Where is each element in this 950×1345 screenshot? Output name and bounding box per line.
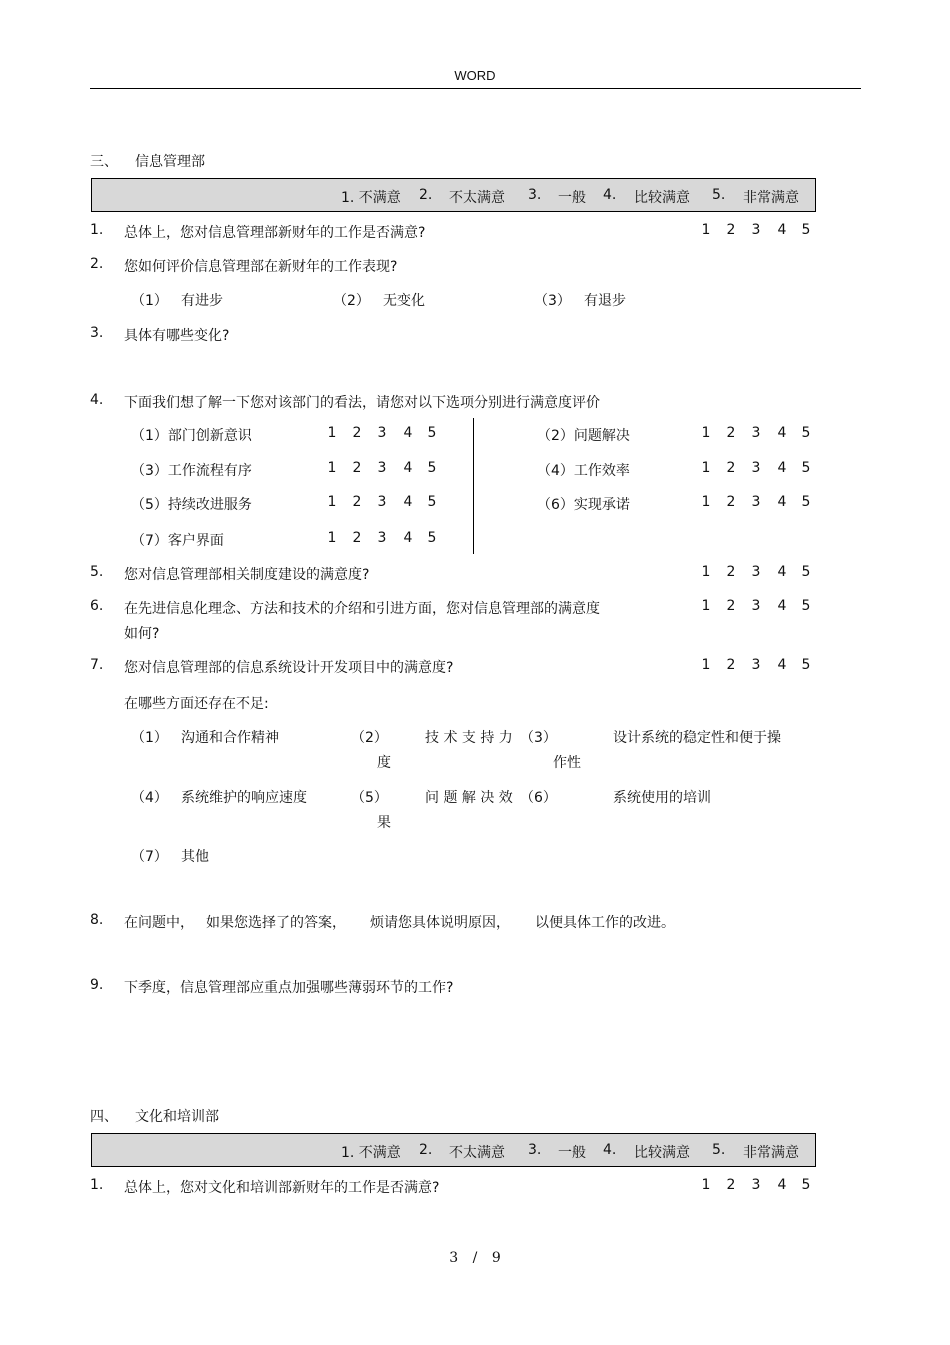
question-text: 您如何评价信息管理部在新财年的工作表现? (124, 259, 398, 275)
option-number: （5） (351, 790, 388, 806)
scale-number[interactable]: 4 (777, 494, 787, 510)
scale-number[interactable]: 4 (777, 598, 787, 614)
page-header-title: WORD (454, 68, 496, 83)
scale-number[interactable]: 5 (427, 425, 437, 441)
scale-number[interactable]: 4 (777, 1177, 787, 1193)
scale-number[interactable]: 4 (777, 460, 787, 476)
scale-number[interactable]: 5 (427, 460, 437, 476)
option-label-continued: 作性 (553, 755, 581, 771)
question-text-part: 如果您选择了的答案， (206, 915, 346, 931)
section3-number: 三、 (90, 154, 118, 170)
scale-number[interactable]: 1 (701, 425, 711, 441)
scale-number[interactable]: 5 (801, 564, 811, 580)
scale-number[interactable]: 2 (726, 425, 736, 441)
question-number: 1. (90, 1177, 104, 1193)
scale-number[interactable]: 1 (327, 425, 337, 441)
scale-number[interactable]: 1 (327, 530, 337, 546)
question-number: 8. (90, 912, 104, 928)
section3-title: 信息管理部 (135, 154, 205, 170)
scale-number[interactable]: 3 (751, 425, 761, 441)
scale-number[interactable]: 1 (701, 657, 711, 673)
scale-number[interactable]: 3 (377, 530, 387, 546)
option-label[interactable]: 系统维护的响应速度 (181, 790, 307, 806)
rating-item-label: （3）工作流程有序 (131, 463, 252, 479)
scale-number[interactable]: 1 (701, 460, 711, 476)
option-label[interactable]: 设计系统的稳定性和便于操 (613, 730, 781, 746)
scale-number[interactable]: 4 (777, 222, 787, 238)
scale-number[interactable]: 2 (352, 494, 362, 510)
option-number: （7） (131, 849, 168, 865)
option-number: （2） (333, 293, 370, 309)
option-number: （4） (131, 790, 168, 806)
question-subtext: 在哪些方面还存在不足: (124, 696, 269, 712)
scale-label: 不太满意 (449, 1145, 505, 1161)
question-number: 3. (90, 325, 104, 341)
scale-number[interactable]: 1 (701, 222, 711, 238)
scale-number[interactable]: 5 (801, 222, 811, 238)
scale-number[interactable]: 1 (701, 598, 711, 614)
rating-scale-bar (91, 178, 816, 212)
scale-label: 1. 不满意 (341, 190, 401, 206)
scale-label: 5. (712, 187, 726, 203)
scale-number[interactable]: 3 (751, 564, 761, 580)
page-current: 3 (449, 1250, 459, 1266)
question-number: 1. (90, 222, 104, 238)
option-number: （3） (534, 293, 571, 309)
scale-label: 3. (528, 1142, 542, 1158)
rating-item-label: （7）客户界面 (131, 533, 224, 549)
scale-number[interactable]: 1 (701, 494, 711, 510)
scale-number[interactable]: 3 (377, 494, 387, 510)
question-text-part: 烦请您具体说明原因， (370, 915, 510, 931)
question-text: 下季度，信息管理部应重点加强哪些薄弱环节的工作? (124, 980, 454, 996)
option-label[interactable]: 有退步 (584, 293, 626, 309)
scale-number[interactable]: 2 (352, 425, 362, 441)
scale-number[interactable]: 3 (751, 1177, 761, 1193)
option-number: （1） (131, 730, 168, 746)
scale-number[interactable]: 1 (327, 460, 337, 476)
question-number: 2. (90, 256, 104, 272)
option-number: （6） (520, 790, 557, 806)
scale-label: 4. (603, 187, 617, 203)
scale-number[interactable]: 5 (801, 598, 811, 614)
question-text: 总体上，您对文化和培训部新财年的工作是否满意? (124, 1180, 440, 1196)
scale-number[interactable]: 1 (327, 494, 337, 510)
scale-number[interactable]: 3 (377, 425, 387, 441)
question-number: 9. (90, 977, 104, 993)
rating-item-label: （6）实现承诺 (537, 497, 630, 513)
scale-label: 比较满意 (634, 1145, 690, 1161)
page-separator: / (472, 1250, 478, 1266)
scale-number[interactable]: 5 (801, 657, 811, 673)
option-label[interactable]: 沟通和合作精神 (181, 730, 279, 746)
scale-number[interactable]: 3 (751, 598, 761, 614)
option-label-continued: 度 (377, 755, 391, 771)
question-text: 在先进信息化理念、方法和技术的介绍和引进方面，您对信息管理部的满意度 (124, 601, 600, 617)
scale-number[interactable]: 3 (751, 222, 761, 238)
question-text-part: 以便具体工作的改进。 (535, 915, 675, 931)
scale-label: 一般 (558, 190, 586, 206)
header-divider (90, 88, 861, 89)
section4-title: 文化和培训部 (135, 1109, 219, 1125)
page-total: 9 (491, 1250, 501, 1266)
option-number: （1） (131, 293, 168, 309)
question-text-continued: 如何? (124, 626, 160, 642)
page-number-footer (0, 1250, 950, 1266)
scale-label: 2. (419, 1142, 433, 1158)
scale-number[interactable]: 2 (726, 657, 736, 673)
scale-number[interactable]: 4 (777, 425, 787, 441)
scale-number[interactable]: 2 (726, 564, 736, 580)
scale-label: 非常满意 (743, 1145, 799, 1161)
option-number: （2） (351, 730, 388, 746)
scale-number[interactable]: 4 (403, 460, 413, 476)
option-label[interactable]: 技 术 支 持 力 (425, 730, 513, 746)
option-label[interactable]: 系统使用的培训 (613, 790, 711, 806)
scale-number[interactable]: 3 (377, 460, 387, 476)
scale-label: 2. (419, 187, 433, 203)
rating-item-label: （4）工作效率 (537, 463, 630, 479)
option-label[interactable]: 其他 (181, 849, 209, 865)
rating-item-label: （5）持续改进服务 (131, 497, 252, 513)
rating-scale-bar (91, 1133, 816, 1167)
question-text: 具体有哪些变化? (124, 328, 230, 344)
scale-number[interactable]: 5 (801, 494, 811, 510)
scale-number[interactable]: 3 (751, 657, 761, 673)
scale-number[interactable]: 4 (403, 425, 413, 441)
option-label[interactable]: 问 题 解 决 效 (425, 790, 513, 806)
section4-number: 四、 (90, 1109, 118, 1125)
scale-label: 1. 不满意 (341, 1145, 401, 1161)
scale-label: 5. (712, 1142, 726, 1158)
scale-number[interactable]: 3 (751, 460, 761, 476)
scale-number[interactable]: 3 (751, 494, 761, 510)
question-number: 6. (90, 598, 104, 614)
scale-number[interactable]: 1 (701, 564, 711, 580)
scale-label: 4. (603, 1142, 617, 1158)
question-text-part: 在问题中， (124, 915, 194, 931)
scale-label: 非常满意 (743, 190, 799, 206)
scale-number[interactable]: 2 (352, 460, 362, 476)
scale-label: 一般 (558, 1145, 586, 1161)
scale-number[interactable]: 2 (726, 460, 736, 476)
scale-number[interactable]: 5 (801, 460, 811, 476)
option-label[interactable]: 无变化 (383, 293, 425, 309)
rating-item-label: （1）部门创新意识 (131, 428, 252, 444)
scale-number[interactable]: 2 (352, 530, 362, 546)
option-label-continued: 果 (377, 815, 391, 831)
scale-number[interactable]: 4 (777, 564, 787, 580)
scale-number[interactable]: 4 (777, 657, 787, 673)
rating-item-label: （2）问题解决 (537, 428, 630, 444)
column-divider (473, 418, 474, 554)
scale-number[interactable]: 2 (726, 598, 736, 614)
scale-number[interactable]: 2 (726, 494, 736, 510)
scale-number[interactable]: 5 (801, 425, 811, 441)
question-text: 总体上，您对信息管理部新财年的工作是否满意? (124, 225, 426, 241)
scale-number[interactable]: 1 (701, 1177, 711, 1193)
question-number: 4. (90, 392, 104, 408)
question-text: 下面我们想了解一下您对该部门的看法，请您对以下选项分别进行满意度评价 (124, 395, 600, 411)
option-label[interactable]: 有进步 (181, 293, 223, 309)
question-number: 7. (90, 657, 104, 673)
scale-number[interactable]: 2 (726, 222, 736, 238)
scale-number[interactable]: 2 (726, 1177, 736, 1193)
question-text: 您对信息管理部相关制度建设的满意度? (124, 567, 370, 583)
scale-number[interactable]: 5 (801, 1177, 811, 1193)
scale-number[interactable]: 4 (403, 494, 413, 510)
scale-number[interactable]: 5 (427, 530, 437, 546)
option-number: （3） (520, 730, 557, 746)
question-number: 5. (90, 564, 104, 580)
question-text: 您对信息管理部的信息系统设计开发项目中的满意度? (124, 660, 454, 676)
scale-number[interactable]: 4 (403, 530, 413, 546)
scale-label: 3. (528, 187, 542, 203)
scale-label: 比较满意 (634, 190, 690, 206)
scale-label: 不太满意 (449, 190, 505, 206)
scale-number[interactable]: 5 (427, 494, 437, 510)
